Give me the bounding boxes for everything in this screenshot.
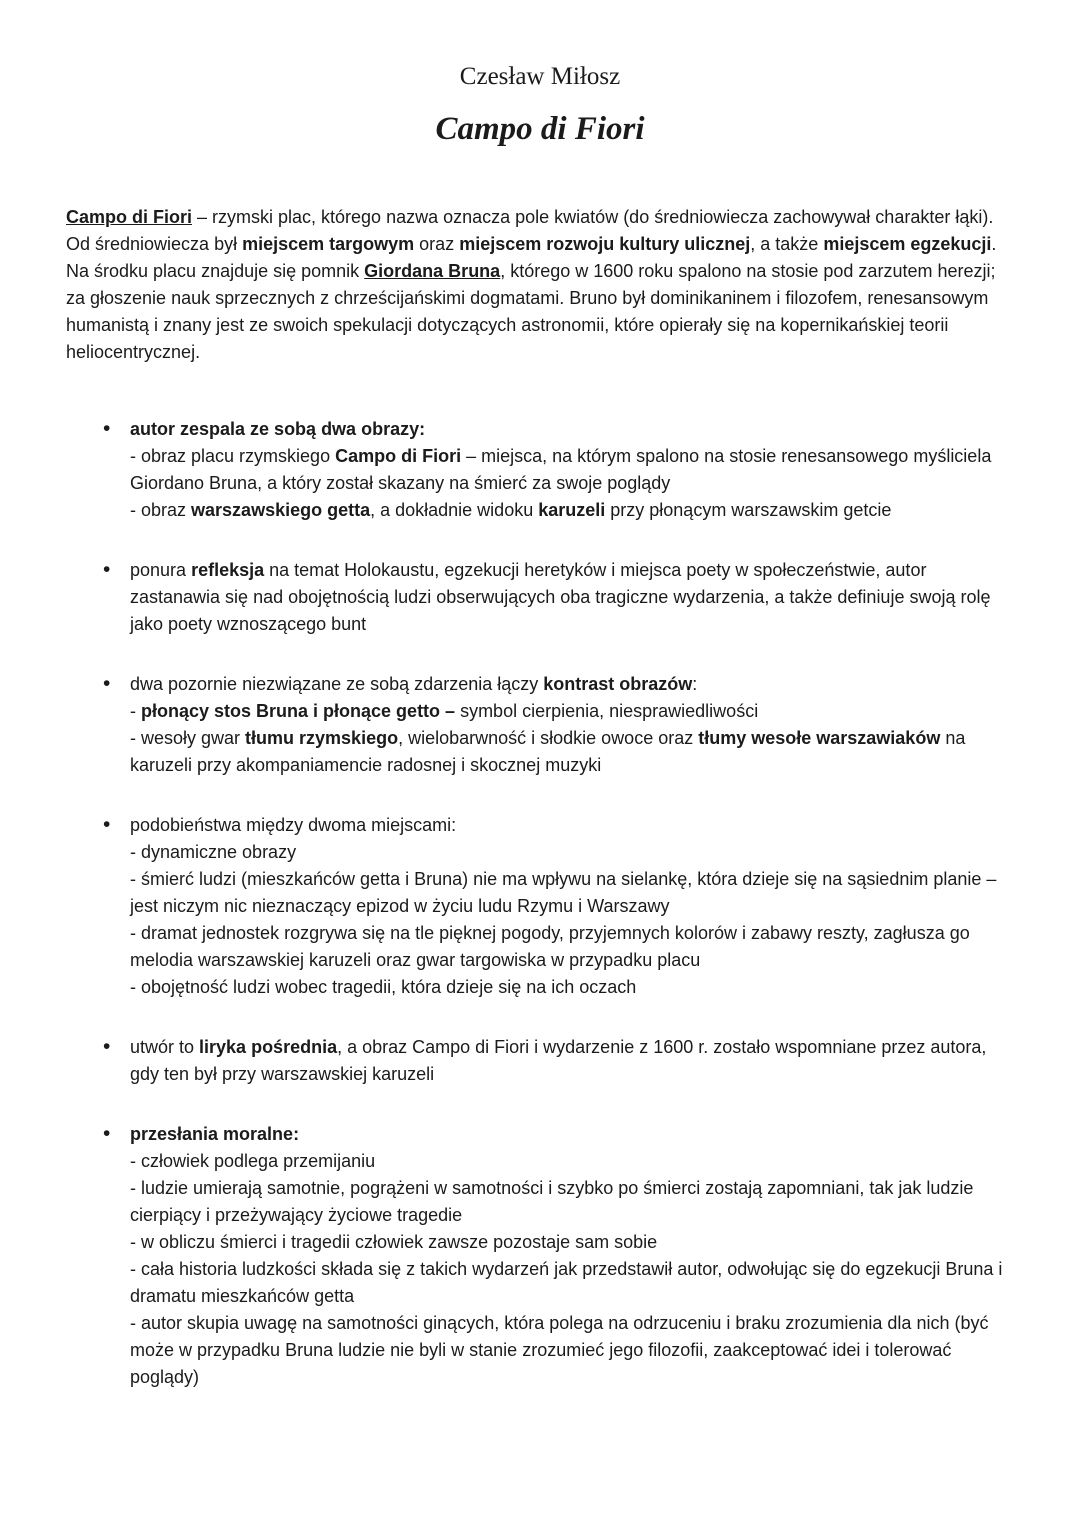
text-run: - ludzie umierają samotnie, pogrążeni w samotności i szybko po śmierci zostają zapomniani, tak jak ludzie cierpiący i przeżywający życiowe tragedie — [130, 1178, 974, 1225]
text-run: - obraz — [130, 500, 192, 520]
text-run: : — [692, 674, 698, 694]
bullet-line — [130, 1310, 1014, 1391]
bullet-line — [130, 725, 1014, 779]
text-run: - w obliczu śmierci i tragedii człowiek zawsze pozostaje sam sobie — [130, 1232, 658, 1252]
bullet-line — [130, 416, 1014, 443]
text-run: - dramat jednostek rozgrywa się na tle pięknej pogody, przyjemnych kolorów i zabawy reszty, zagłusza go melodia warszawskiej karuzeli oraz gwar targowiska w przypadku placu — [130, 923, 970, 970]
text-run: - obojętność ludzi wobec tragedii, która dzieje się na ich oczach — [130, 977, 637, 997]
bullet-line — [130, 1148, 1014, 1175]
bullet-item — [130, 812, 1014, 1001]
bullet-line — [130, 1121, 1014, 1148]
text-run: kontrast obrazów — [543, 674, 693, 694]
text-run: - śmierć ludzi (mieszkańców getta i Bruna) nie ma wpływu na sielankę, która dzieje się na sąsiednim planie – jest niczym nic nieznaczący epizod w życiu ludu Rzymu i Warszawy — [130, 869, 997, 916]
text-run: Campo di Fiori — [335, 446, 462, 466]
document-title: Campo di Fiori — [435, 111, 645, 147]
bullet-line — [130, 698, 1014, 725]
text-run: warszawskiego getta — [191, 500, 371, 520]
intro-paragraph — [66, 204, 1014, 366]
text-run: podobieństwa między dwoma miejscami: — [130, 815, 457, 835]
text-run: Giordana Bruna — [364, 261, 501, 281]
text-run: na karuzeli przy akompaniamencie radosnej i skocznej muzyki — [130, 728, 966, 775]
text-run: – miejsca, na którym spalono na stosie renesansowego myśliciela Giordano Bruna, a który został skazany na śmierć za swoje poglądy — [130, 446, 992, 493]
bullet-line — [130, 497, 1014, 524]
text-run: refleksja — [191, 560, 265, 580]
text-run: , którego w 1600 roku spalono na stosie pod zarzutem herezji; za głoszenie nauk sprzecznych z chrześcijańskimi dogmatami. Bruno był dominikaninem i filozofem, renesansowym humanistą i znany jest ze swoich spekulacji dotyczących astronomii, które opierały się na kopernikańskiej teorii heliocentrycznej. — [66, 261, 996, 362]
text-run: , wielobarwność i słodkie owoce oraz — [398, 728, 699, 748]
text-run: . Na środku placu znajduje się pomnik — [66, 234, 997, 281]
text-run: autor zespala ze sobą dwa obrazy: — [130, 419, 426, 439]
text-run: miejscem egzekucji — [823, 234, 992, 254]
bullet-line — [130, 557, 1014, 638]
text-run: – rzymski plac, którego nazwa oznacza pole kwiatów (do średniowiecza zachowywał charakter łąki). Od średniowiecza był — [66, 207, 994, 254]
bullet-line — [130, 839, 1014, 866]
text-run: miejscem targowym — [242, 234, 415, 254]
bullet-line — [130, 812, 1014, 839]
text-run: symbol cierpienia, niesprawiedliwości — [455, 701, 759, 721]
text-run: , a także — [750, 234, 824, 254]
bullet-item — [130, 1121, 1014, 1391]
text-run: tłumy wesołe warszawiaków — [698, 728, 941, 748]
text-run: tłumu rzymskiego — [245, 728, 399, 748]
bullet-line — [130, 1175, 1014, 1229]
bullet-list — [66, 416, 1014, 1391]
text-run: - cała historia ludzkości składa się z takich wydarzeń jak przedstawił autor, odwołując się do egzekucji Bruna i dramatu mieszkańców getta — [130, 1259, 1003, 1306]
text-run: - dynamiczne obrazy — [130, 842, 297, 862]
bullet-item — [130, 416, 1014, 524]
bullet-line — [130, 974, 1014, 1001]
text-run: miejscem rozwoju kultury ulicznej — [459, 234, 751, 254]
bullet-line — [130, 920, 1014, 974]
text-run: utwór to — [130, 1037, 200, 1057]
bullet-line — [130, 443, 1014, 497]
bullet-line — [130, 1256, 1014, 1310]
text-run: płonący stos Bruna i płonące getto – — [141, 701, 456, 721]
text-run: na temat Holokaustu, egzekucji heretyków i miejsca poety w społeczeństwie, autor zastanawia się nad obojętnością ludzi obserwujących oba tragiczne wydarzenia, a także definiuje swoją rolę jako poety wznoszącego bunt — [130, 560, 991, 634]
text-run: - człowiek podlega przemijaniu — [130, 1151, 376, 1171]
text-run: przesłania moralne: — [130, 1124, 300, 1144]
text-run: przy płonącym warszawskim getcie — [605, 500, 892, 520]
text-run: dwa pozornie niezwiązane ze sobą zdarzenia łączy — [130, 674, 544, 694]
text-run: , a obraz Campo di Fiori i wydarzenie z 1600 r. zostało wspomniane przez autora, gdy ten był przy warszawskiej karuzeli — [130, 1037, 987, 1084]
text-run: , a dokładnie widoku — [370, 500, 539, 520]
bullet-line — [130, 1034, 1014, 1088]
bullet-item — [130, 671, 1014, 779]
bullet-item — [130, 1034, 1014, 1088]
text-run: - autor skupia uwagę na samotności ginących, która polega na odrzuceniu i braku zrozumienia dla nich (być może w przypadku Bruna ludzie nie byli w stanie zrozumieć jego filozofii, zaakceptować idei i tolerować poglądy) — [130, 1313, 989, 1387]
text-run: oraz — [414, 234, 460, 254]
document-author: Czesław Miłosz — [459, 63, 621, 90]
text-run: ponura — [130, 560, 192, 580]
bullet-line — [130, 866, 1014, 920]
text-run: - wesoły gwar — [130, 728, 246, 748]
text-run: - obraz placu rzymskiego — [130, 446, 336, 466]
text-run: liryka pośrednia — [199, 1037, 338, 1057]
bullet-line — [130, 1229, 1014, 1256]
text-run: karuzeli — [538, 500, 606, 520]
text-run: - — [130, 701, 141, 721]
bullet-line — [130, 671, 1014, 698]
text-run: Campo di Fiori — [66, 207, 192, 227]
bullet-item — [130, 557, 1014, 638]
